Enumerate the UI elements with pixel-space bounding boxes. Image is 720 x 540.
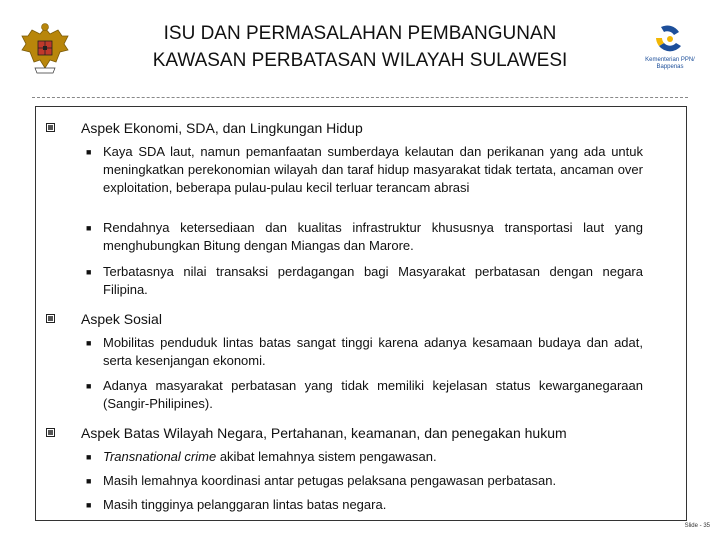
logo-text: Kementerian PPN/ Bappenas xyxy=(645,57,695,70)
square-bullet-icon: ■ xyxy=(86,381,92,391)
bappenas-mark-icon xyxy=(653,24,687,56)
checkbox-bullet-icon xyxy=(46,123,55,132)
header-divider xyxy=(32,97,688,98)
title-line-2: KAWASAN PERBATASAN WILAYAH SULAWESI xyxy=(152,50,568,71)
checkbox-bullet-icon xyxy=(46,314,55,323)
slide-number: Slide - 35 xyxy=(684,523,710,529)
square-bullet-icon: ■ xyxy=(86,147,92,157)
square-bullet-icon: ■ xyxy=(86,338,92,348)
bappenas-logo xyxy=(640,24,700,74)
square-bullet-icon: ■ xyxy=(86,223,92,233)
checkbox-bullet-icon xyxy=(46,428,55,437)
square-bullet-icon: ■ xyxy=(86,267,92,277)
garuda-emblem-icon xyxy=(18,22,72,78)
square-bullet-icon: ■ xyxy=(86,500,92,510)
italic-term: Transnational crime xyxy=(103,449,217,464)
square-bullet-icon: ■ xyxy=(86,476,92,486)
title-line-1: ISU DAN PERMASALAHAN PEMBANGUNAN xyxy=(163,23,557,44)
page-title xyxy=(100,20,620,74)
square-bullet-icon: ■ xyxy=(86,452,92,462)
